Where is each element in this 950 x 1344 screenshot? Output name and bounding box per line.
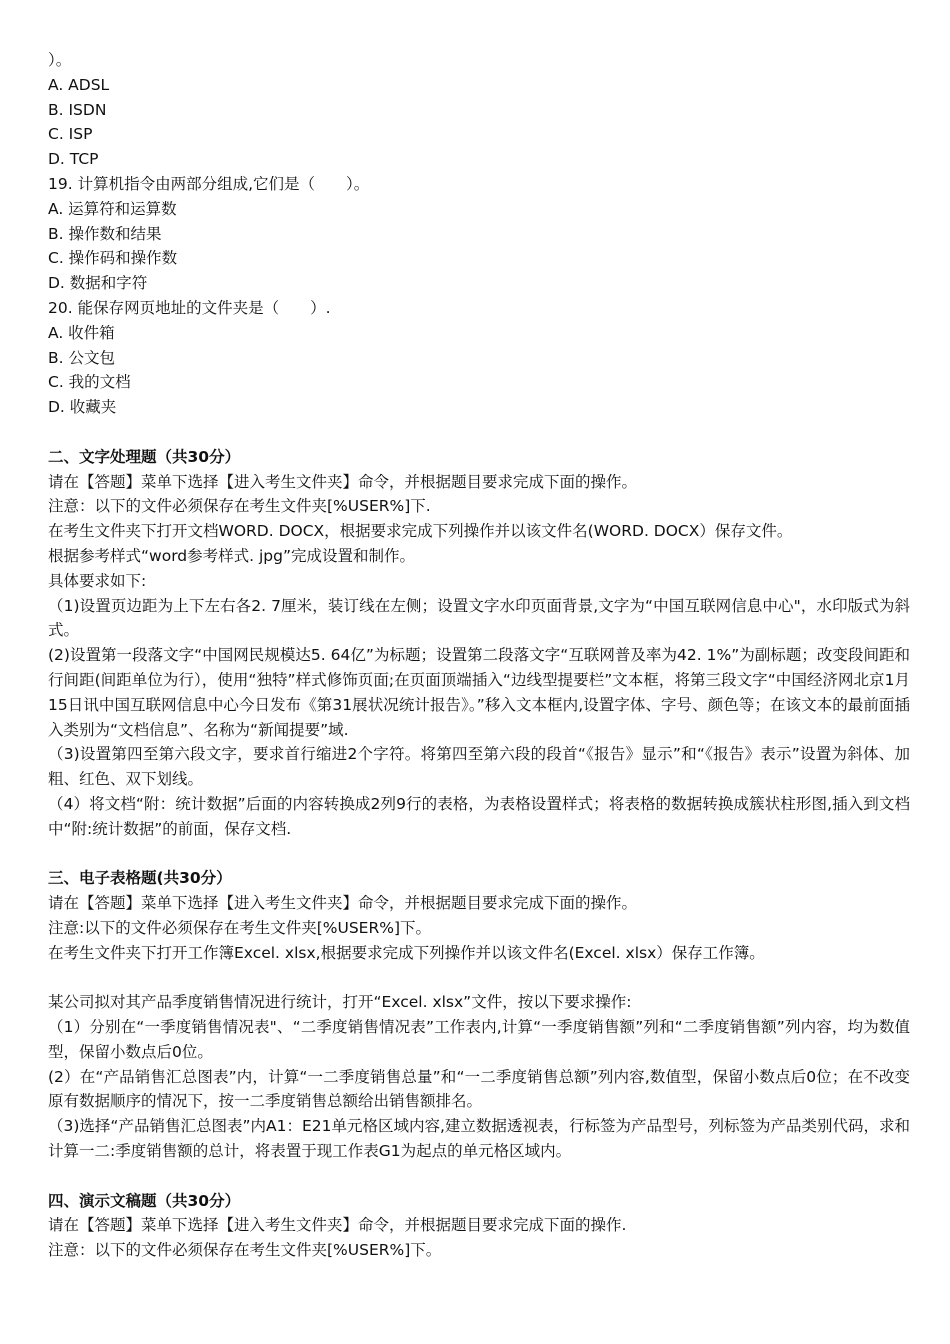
text-line: C. ISP <box>48 125 93 144</box>
text-line: 20. 能保存网页地址的文件夹是（ ）. <box>48 298 331 317</box>
text-line: 某公司拟对其产品季度销售情况进行统计，打开“Excel. xlsx”文件，按以下要求操作: <box>48 993 632 1012</box>
text-line: 注意：以下的文件必须保存在考生文件夹[%USER%]下。 <box>48 1241 442 1260</box>
paragraph: （3)选择“产品销售汇总图表”内A1：E21单元格区域内容,建立数据透视表，行标签为产品型号，列标签为产品类别代码，求和计算一二:季度销售额的总计，将表置于现工作表G1为起点的单元格区域内。 <box>48 1117 910 1161</box>
text-line: A. ADSL <box>48 75 110 94</box>
section-heading: 二、文字处理题（共30分） <box>48 447 241 466</box>
text-line: 在考生文件夹下打开工作簿Excel. xlsx,根据要求完成下列操作并以该文件名(Excel. xlsx）保存工作簿。 <box>48 943 765 962</box>
blank-line <box>48 842 910 867</box>
text-line: ）。 <box>48 51 72 69</box>
paragraph: (2）在“产品销售汇总图表”内，计算“一二季度销售总量”和“一二季度销售总额”列内容,数值型，保留小数点后0位；在不改变原有数据顺序的情况下，按一二季度销售总额给出销售额排名。 <box>48 1067 910 1111</box>
blank-line <box>48 1164 910 1189</box>
blank-line <box>48 965 910 990</box>
paragraph: （4）将文档“附：统计数据”后面的内容转换成2列9行的表格，为表格设置样式；将表格的数据转换成簇状柱形图,插入到文档中“附:统计数据”的前面，保存文档. <box>48 794 910 838</box>
text-line: C. 我的文档 <box>48 373 131 392</box>
text-line: D. TCP <box>48 150 99 169</box>
text-line: A. 收件箱 <box>48 323 115 342</box>
text-line: 在考生文件夹下打开文档WORD. DOCX，根据要求完成下列操作并以该文件名(WORD. DOCX）保存文件。 <box>48 522 793 541</box>
text-line: D. 数据和字符 <box>48 274 148 293</box>
paragraph: （3)设置第四至第六段文字，要求首行缩进2个字符。将第四至第六段的段首“《报告》显示”和“《报告》表示”设置为斜体、加粗、红色、双下划线。 <box>48 745 910 789</box>
text-line: 具体要求如下: <box>48 571 147 590</box>
text-line: 请在【答题】菜单下选择【进入考生文件夹】命令，并根据题目要求完成下面的操作。 <box>48 472 638 491</box>
text-line: C. 操作码和操作数 <box>48 249 178 268</box>
text-line: A. 运算符和运算数 <box>48 199 177 218</box>
blank-line <box>48 420 910 445</box>
text-line: 根据参考样式“word参考样式. jpg”完成设置和制作。 <box>48 546 415 565</box>
text-line: 注意:以下的文件必须保存在考生文件夹[%USER%]下。 <box>48 918 432 937</box>
paragraph: （1)设置页边距为上下左右各2. 7厘米，装订线在左侧；设置文字水印页面背景,文字为“中国互联网信息中心"，水印版式为斜式。 <box>48 596 910 640</box>
text-line: 请在【答题】菜单下选择【进入考生文件夹】命令，并根据题目要求完成下面的操作. <box>48 1216 627 1235</box>
paragraph: (2)设置第一段落文字“中国网民规模达5. 64亿”为标题；设置第二段落文字“互联网普及率为42. 1%”为副标题；改变段间距和行间距(间距单位为行），使用“独特”样式修饰页面;在页面顶端插入“边线型提要栏”文本框，将第三段文字“中国经济网北京1月15日讯中国互联网信息中心今日发布《第31展状况统计报告》。”移入文本框内,设置字体、字号、颜色等；在该文本的最前面插入类别为“文档信息”、名称为“新闻提要”域. <box>48 646 910 739</box>
paragraph: （1）分别在“一季度销售情况表"、“二季度销售情况表”工作表内,计算“一季度销售额”列和“二季度销售额”列内容，均为数值型，保留小数点后0位。 <box>48 1018 910 1061</box>
document-page <box>48 48 910 1263</box>
text-line: B. 公文包 <box>48 348 115 367</box>
text-line: D. 收藏夹 <box>48 398 117 417</box>
text-line: 19. 计算机指令由两部分组成,它们是（ ）。 <box>48 174 370 193</box>
text-line: B. 操作数和结果 <box>48 224 162 243</box>
text-line: 注意：以下的文件必须保存在考生文件夹[%USER%]下. <box>48 497 431 516</box>
section-heading: 四、演示文稿题（共30分） <box>48 1191 241 1210</box>
text-line: B. ISDN <box>48 100 107 119</box>
section-heading: 三、电子表格题(共30分） <box>48 869 232 888</box>
text-line: 请在【答题】菜单下选择【进入考生文件夹】命令，并根据题目要求完成下面的操作。 <box>48 894 638 913</box>
